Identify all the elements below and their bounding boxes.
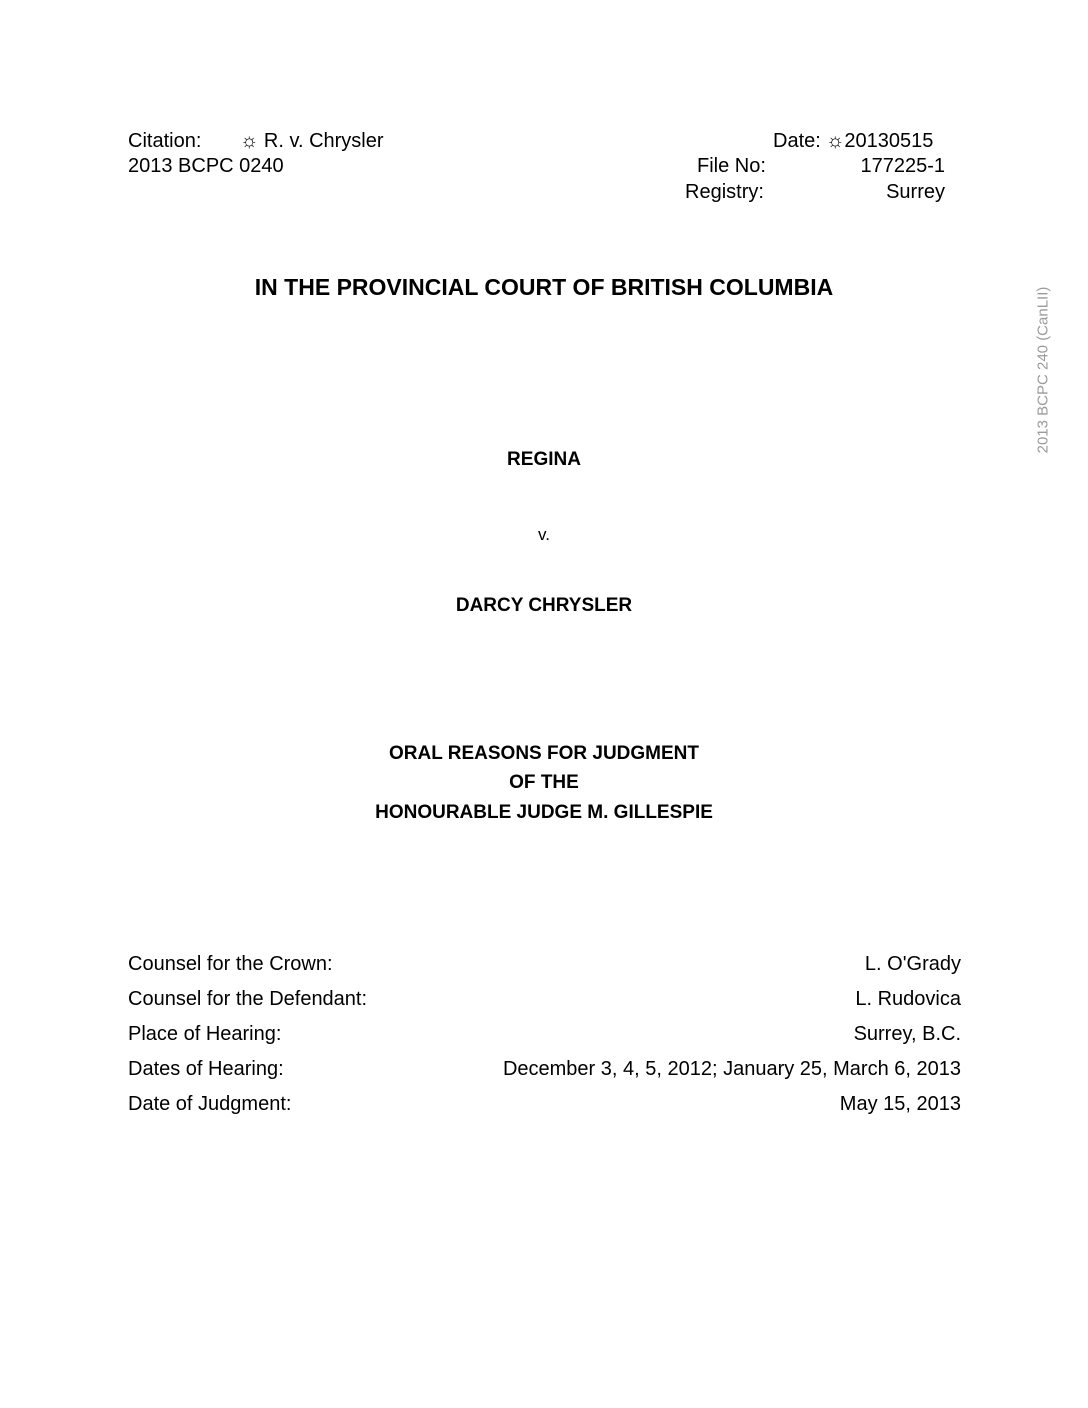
registry-value: Surrey: [886, 181, 945, 203]
counsel-crown-value: L. O'Grady: [864, 953, 961, 975]
registry-label: Registry:: [685, 181, 764, 203]
date-of-judgment-value: May 15, 2013: [839, 1093, 961, 1115]
canlii-watermark: 2013 BCPC 240 (CanLII): [1034, 286, 1052, 454]
party-defendant: DARCY CHRYSLER: [455, 595, 633, 616]
counsel-crown-label: Counsel for the Crown:: [128, 953, 333, 975]
citation-label: Citation:: [128, 130, 202, 152]
party-plaintiff: REGINA: [507, 449, 581, 470]
citation-number: 2013 BCPC 0240: [128, 155, 284, 177]
place-of-hearing-value: Surrey, B.C.: [853, 1023, 961, 1045]
counsel-defendant-label: Counsel for the Defendant:: [128, 988, 368, 1010]
citation-value: ☼ R. v. Chrysler: [240, 130, 384, 152]
judgment-heading-line-1: ORAL REASONS FOR JUDGMENT: [388, 743, 699, 764]
counsel-defendant-value: L. Rudovica: [855, 988, 961, 1010]
judgment-heading-line-2: OF THE: [509, 772, 579, 793]
file-number-value: 177225-1: [860, 155, 945, 177]
dates-of-hearing-value: December 3, 4, 5, 2012; January 25, March 6, 2013: [502, 1058, 961, 1080]
file-number-label: File No:: [697, 155, 766, 177]
court-title: IN THE PROVINCIAL COURT OF BRITISH COLUMBIA: [254, 274, 834, 300]
versus-label: v.: [538, 525, 550, 544]
place-of-hearing-label: Place of Hearing:: [128, 1023, 282, 1045]
dates-of-hearing-label: Dates of Hearing:: [128, 1058, 284, 1080]
date-value: ☼20130515: [826, 130, 934, 152]
judgment-heading-line-3: HONOURABLE JUDGE M. GILLESPIE: [375, 802, 713, 823]
date-label: Date:: [773, 130, 821, 152]
date-of-judgment-label: Date of Judgment:: [128, 1093, 292, 1115]
